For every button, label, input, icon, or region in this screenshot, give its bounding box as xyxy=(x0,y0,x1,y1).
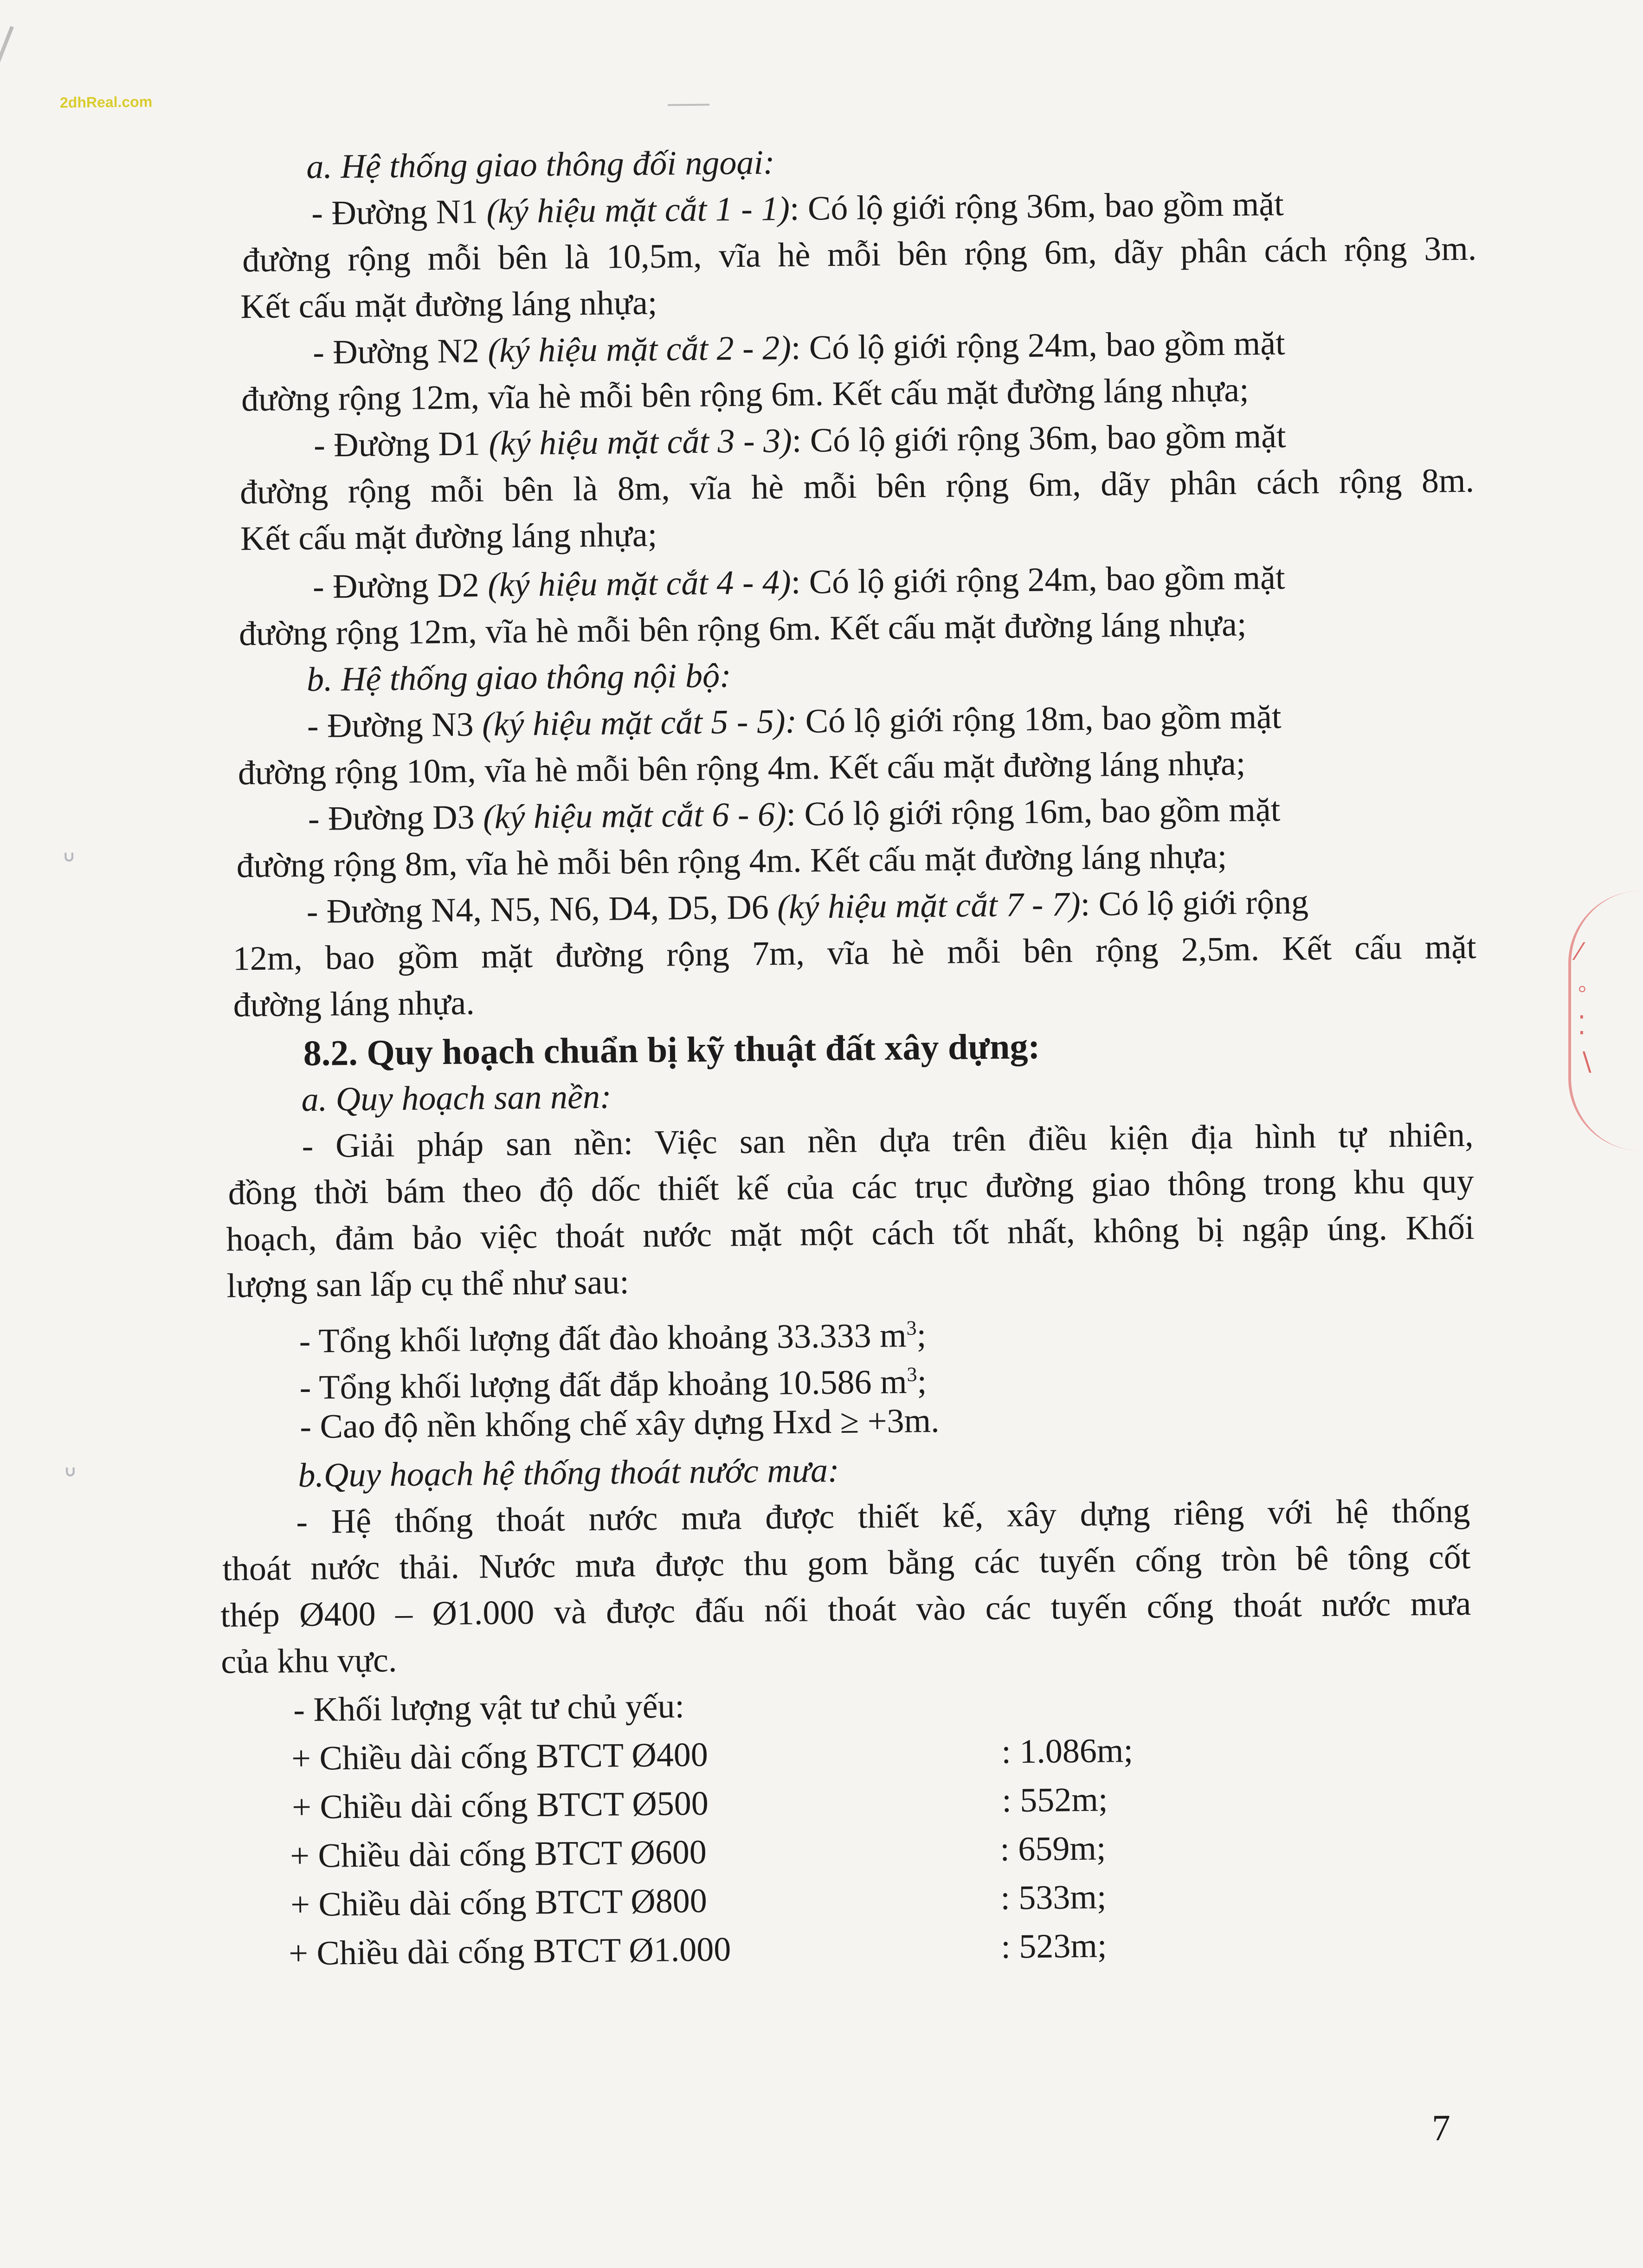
unit-exponent: 3 xyxy=(907,1363,917,1386)
road-name: - Đường N2 xyxy=(312,332,488,372)
heading-8-2: 8.2. Quy hoạch chuẩn bị kỹ thuật đất xây dựng: xyxy=(303,1025,1040,1074)
paragraph-n2-line2: đường rộng 12m, vĩa hè mỗi bên rộng 6m. Kết cấu mặt đường láng nhựa; xyxy=(241,371,1249,419)
road-name: - Đường D3 xyxy=(308,798,483,838)
road-desc: : Có lộ giới rộng 24m, bao gồm mặt xyxy=(791,324,1286,367)
paragraph-d3-line2: đường rộng 8m, vĩa hè mỗi bên rộng 4m. Kết cấu mặt đường láng nhựa; xyxy=(236,837,1227,885)
material-label: + Chiều dài cống BTCT Ø500 xyxy=(291,1784,709,1827)
unit-exponent: 3 xyxy=(906,1316,917,1340)
thoat-nuoc-line4: của khu vực. xyxy=(220,1641,397,1681)
thoat-nuoc-line3: thép Ø400 – Ø1.000 và được đấu nối thoát vào các tuyến cống thoát nước mưa xyxy=(220,1584,1471,1635)
volume-cut-text: - Tổng khối lượng đất đào khoảng 33.333 m xyxy=(299,1316,907,1360)
paragraph-n1-line3: Kết cấu mặt đường láng nhựa; xyxy=(240,284,657,326)
road-desc: : Có lộ giới rộng 16m, bao gồm mặt xyxy=(786,790,1281,834)
materials-title: - Khối lượng vật tư chủ yếu: xyxy=(293,1687,685,1729)
road-desc: Có lộ giới rộng 18m, bao gồm mặt xyxy=(796,697,1282,741)
paragraph-n1-line2: đường rộng mỗi bên là 10,5m, vĩa hè mỗi bên rộng 6m, dãy phân cách rộng 3m. xyxy=(242,229,1477,280)
page-number: 7 xyxy=(1431,2107,1451,2149)
material-value: : 533m; xyxy=(1000,1878,1107,1917)
volume-fill-text: - Tổng khối lượng đất đắp khoảng 10.586 m xyxy=(299,1363,907,1407)
material-value: : 1.086m; xyxy=(1001,1731,1134,1771)
stamp-seal-fragment: ∕ ◦ ⁚ ∖ xyxy=(1578,936,1594,1077)
road-desc: : Có lộ giới rộng 24m, bao gồm mặt xyxy=(791,558,1285,601)
section-code: (ký hiệu mặt cắt 2 - 2) xyxy=(488,329,792,370)
material-label: + Chiều dài cống BTCT Ø400 xyxy=(291,1735,709,1778)
san-nen-line1: - Giải pháp san nền: Việc san nền dựa trên điều kiện địa hình tự nhiên, xyxy=(302,1115,1474,1166)
base-elevation: - Cao độ nền khống chế xây dựng Hxd ≥ +3m. xyxy=(300,1401,940,1446)
section-b-title: b. Hệ thống giao thông nội bộ: xyxy=(306,657,731,699)
material-value: : 659m; xyxy=(999,1829,1106,1869)
road-desc: : Có lộ giới rộng xyxy=(1080,883,1309,923)
material-label: + Chiều dài cống BTCT Ø800 xyxy=(290,1881,708,1924)
punch-hole-mark-icon: ᐡ xyxy=(64,1461,77,1497)
road-name: - Đường D1 xyxy=(313,425,489,464)
material-label: + Chiều dài cống BTCT Ø1.000 xyxy=(288,1930,731,1973)
paragraph-d1-line3: Kết cấu mặt đường láng nhựa; xyxy=(240,515,657,558)
section-code: (ký hiệu mặt cắt 3 - 3) xyxy=(488,421,793,463)
material-value: : 552m; xyxy=(1001,1780,1108,1820)
san-nen-title: a. Quy hoạch san nền: xyxy=(301,1077,612,1119)
watermark: 2dhReal.com xyxy=(59,93,153,111)
thoat-nuoc-title: b.Quy hoạch hệ thống thoát nước mưa: xyxy=(298,1451,840,1495)
san-nen-line4: lượng san lấp cụ thể như sau: xyxy=(226,1263,630,1305)
road-name: - Đường N3 xyxy=(307,705,483,745)
road-desc: : Có lộ giới rộng 36m, bao gồm mặt xyxy=(792,417,1286,460)
paragraph-d2-line2: đường rộng 12m, vĩa hè mỗi bên rộng 6m. Kết cấu mặt đường láng nhựa; xyxy=(238,605,1247,653)
san-nen-line2: đồng thời bám theo độ dốc thiết kế của các trục đường giao thông trong khu quy xyxy=(228,1162,1474,1212)
section-code: (ký hiệu mặt cắt 6 - 6) xyxy=(483,795,786,837)
paragraph-d1-line2: đường rộng mỗi bên là 8m, vĩa hè mỗi bên rộng 6m, dãy phân cách rộng 8m. xyxy=(239,461,1475,512)
punch-hole-mark-icon: ᐡ xyxy=(62,846,76,882)
section-code: (ký hiệu mặt cắt 1 - 1) xyxy=(486,189,790,231)
line-end: ; xyxy=(916,1316,927,1355)
section-a-title: a. Hệ thống giao thông đối ngoại: xyxy=(306,143,775,186)
thoat-nuoc-line1: - Hệ thống thoát nước mưa được thiết kế, xây dựng riêng với hệ thống xyxy=(296,1491,1470,1541)
paragraph-n4-line2: 12m, bao gồm mặt đường rộng 7m, vĩa hè mỗi bên rộng 2,5m. Kết cấu mặt xyxy=(232,928,1477,978)
line-end: ; xyxy=(917,1362,927,1401)
material-value: : 523m; xyxy=(1000,1927,1107,1966)
san-nen-line3: hoạch, đảm bảo việc thoát nước mặt một cách tốt nhất, không bị ngập úng. Khối xyxy=(226,1208,1475,1259)
section-code: (ký hiệu mặt cắt 4 - 4) xyxy=(487,563,792,605)
paragraph-n4-line3: đường láng nhựa. xyxy=(233,984,475,1024)
paragraph-n3-line2: đường rộng 10m, vĩa hè mỗi bên rộng 4m. Kết cấu mặt đường láng nhựa; xyxy=(238,744,1246,793)
thoat-nuoc-line2: thoát nước thải. Nước mưa được thu gom bằng các tuyến cống tròn bê tông cốt xyxy=(222,1538,1471,1588)
road-name: - Đường D2 xyxy=(312,566,488,606)
material-label: + Chiều dài cống BTCT Ø600 xyxy=(290,1833,707,1875)
road-name: - Đường N4, N5, N6, D4, D5, D6 xyxy=(306,888,778,931)
road-name: - Đường N1 xyxy=(311,193,487,232)
road-desc: : Có lộ giới rộng 36m, bao gồm mặt xyxy=(789,185,1284,228)
section-code: (ký hiệu mặt cắt 5 - 5): xyxy=(482,702,797,744)
section-code: (ký hiệu mặt cắt 7 - 7) xyxy=(777,885,1081,927)
